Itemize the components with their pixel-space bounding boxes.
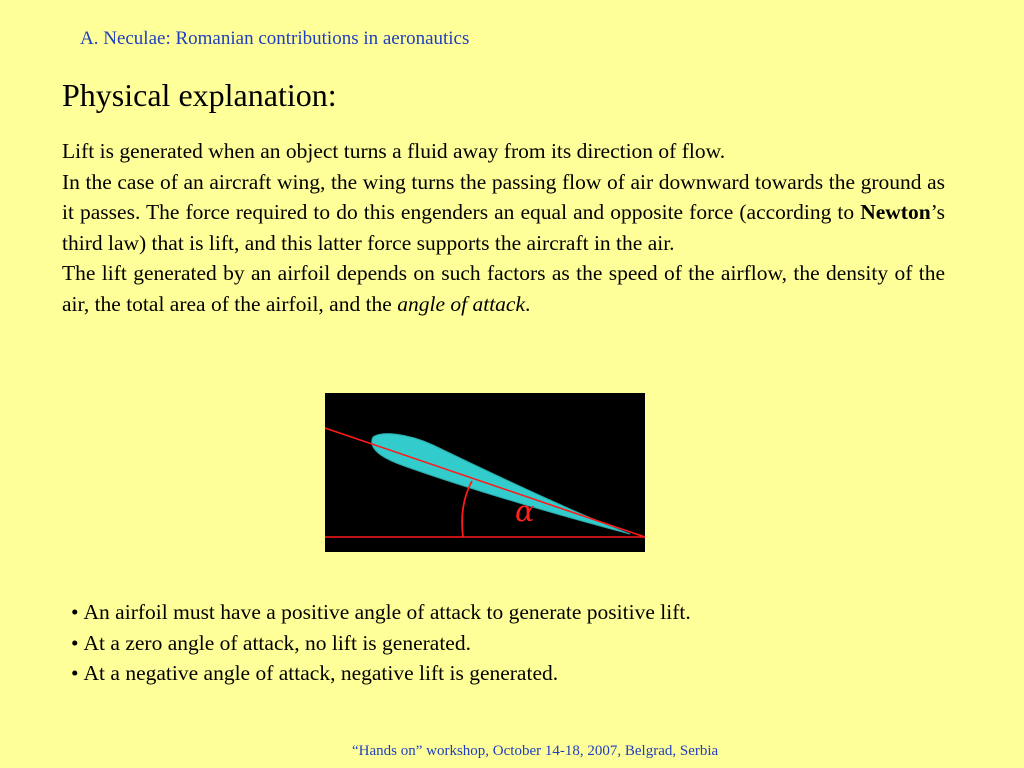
paragraph-lift-definition: Lift is generated when an object turns a fluid away from its direction of flow. — [62, 139, 726, 163]
paragraph-aircraft-wing-text-2: ’s third law) that is lift, and this latter force supports the aircraft in the air. — [62, 200, 945, 255]
bullet-text: An airfoil must have a positive angle of attack to generate positive lift. — [83, 600, 691, 624]
bullet-dot: • — [71, 600, 79, 624]
paragraph-lift-factors — [62, 258, 945, 319]
bullet-text: At a zero angle of attack, no lift is generated. — [83, 630, 471, 655]
bullet-item-negative — [71, 658, 691, 689]
bullet-item-positive — [71, 597, 691, 628]
bullet-text: At a negative angle of attack, negative lift is generated. — [83, 661, 559, 685]
paragraph-aircraft-wing — [62, 167, 945, 259]
bullet-item-zero — [71, 628, 691, 659]
slide-title: Physical explanation: — [62, 77, 337, 113]
slide-footer: “Hands on” workshop, October 14-18, 2007, Belgrad, Serbia — [352, 743, 719, 759]
slide-header: A. Neculae: Romanian contributions in aeronautics — [80, 28, 470, 49]
newton-bold-text: Newton — [860, 200, 931, 225]
angle-arc — [462, 481, 472, 537]
paragraph-lift-factors-text-1: The lift generated by an airfoil depends on such factors as the speed of the airflow, the density of the air, the total area of the airfoil, and the — [62, 261, 945, 316]
paragraph-lift-factors-text-2: . — [525, 291, 531, 316]
alpha-symbol: α — [515, 494, 535, 528]
bullet-dot: • — [71, 630, 79, 655]
paragraph-aircraft-wing-text-1: In the case of an aircraft wing, the wing turns the passing flow of air downward towards the ground as it passes. The force required to do this engenders an equal and opposite force (according to — [62, 169, 945, 225]
bullet-dot: • — [71, 661, 79, 685]
chord-line — [325, 428, 645, 537]
angle-of-attack-italic-text: angle of attack — [397, 291, 526, 316]
airfoil-angle-of-attack-figure — [325, 393, 645, 552]
airfoil-diagram-svg — [325, 393, 645, 552]
bullet-list — [71, 597, 691, 689]
body-text — [62, 136, 945, 320]
